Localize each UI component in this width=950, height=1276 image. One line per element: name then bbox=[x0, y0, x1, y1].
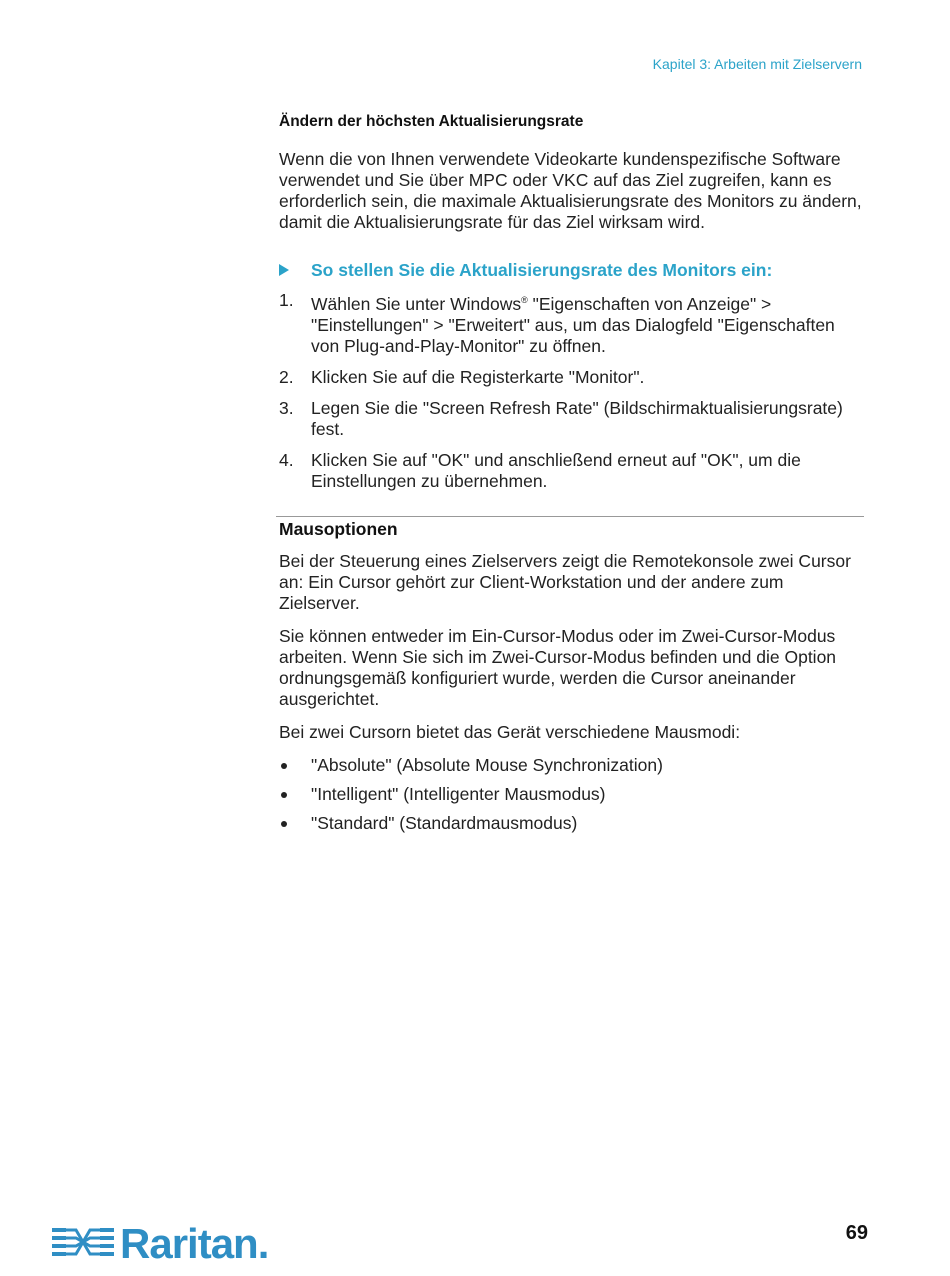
list-item-text: "Standard" (Standardmausmodus) bbox=[311, 813, 578, 833]
triangle-right-icon bbox=[279, 264, 289, 276]
list-item-text: "Absolute" (Absolute Mouse Synchronization) bbox=[311, 755, 663, 775]
refresh-rate-intro: Wenn die von Ihnen verwendete Videokarte kundenspezifische Software verwendet und Sie über MPC oder VKC auf das Ziel zugreifen, kann es erforderlich sein, die maximale Aktualisierungsrate des Monitors zu ändern, damit die Aktualisierungsrate für das Ziel wirksam wird. bbox=[279, 149, 862, 232]
paragraph: Bei der Steuerung eines Zielservers zeigt die Remotekonsole zwei Cursor an: Ein Cursor gehört zur Client-Workstation und der andere zum Zielserver. bbox=[279, 551, 851, 613]
procedure-title: So stellen Sie die Aktualisierungsrate des Monitors ein: bbox=[311, 260, 773, 280]
step-text: Legen Sie die "Screen Refresh Rate" (Bildschirmaktualisierungsrate) fest. bbox=[311, 398, 843, 439]
step-text-cont: "Eigenschaften von Anzeige" > "Einstellungen" > "Erweitert" aus, um das Dialogfeld "Eigenschaften von Plug-and-Play-Monitor" zu öffnen. bbox=[311, 294, 835, 356]
step-item bbox=[279, 367, 864, 388]
step-number: 3. bbox=[279, 398, 294, 418]
step-text: Wählen Sie unter Windows bbox=[311, 294, 522, 314]
procedure-heading bbox=[279, 260, 864, 281]
step-text: Klicken Sie auf die Registerkarte "Monitor". bbox=[311, 367, 645, 387]
logo-wordmark: Raritan. bbox=[120, 1220, 269, 1267]
section-divider bbox=[276, 516, 864, 517]
mouse-options-body bbox=[279, 551, 864, 842]
procedure-steps bbox=[279, 290, 864, 502]
list-item bbox=[279, 813, 864, 834]
network-switch-icon bbox=[52, 1224, 114, 1264]
step-item bbox=[279, 398, 864, 440]
list-item-text: "Intelligent" (Intelligenter Mausmodus) bbox=[311, 784, 606, 804]
chapter-header: Kapitel 3: Arbeiten mit Zielservern bbox=[652, 56, 862, 72]
step-number: 4. bbox=[279, 450, 294, 470]
step-number: 1. bbox=[279, 290, 294, 310]
raritan-logo bbox=[52, 1222, 268, 1266]
registered-mark: ® bbox=[521, 295, 528, 305]
step-number: 2. bbox=[279, 367, 294, 387]
paragraph: Bei zwei Cursorn bietet das Gerät verschiedene Mausmodi: bbox=[279, 722, 741, 742]
bullet-icon bbox=[281, 792, 287, 798]
refresh-rate-heading: Ändern der höchsten Aktualisierungsrate bbox=[279, 113, 584, 130]
page-number: 69 bbox=[845, 1222, 868, 1244]
step-text: Klicken Sie auf "OK" und anschließend erneut auf "OK", um die Einstellungen zu übernehmen. bbox=[311, 450, 801, 491]
mouse-options-title: Mausoptionen bbox=[279, 519, 398, 539]
list-item bbox=[279, 784, 864, 805]
list-item bbox=[279, 755, 864, 776]
paragraph: Sie können entweder im Ein-Cursor-Modus oder im Zwei-Cursor-Modus arbeiten. Wenn Sie sich im Zwei-Cursor-Modus befinden und die Option ordnungsgemäß konfiguriert wurde, werden die Cursor aneinander ausgerichtet. bbox=[279, 626, 837, 709]
bullet-icon bbox=[281, 821, 287, 827]
mouse-mode-list bbox=[279, 755, 864, 834]
step-item bbox=[279, 450, 864, 492]
bullet-icon bbox=[281, 763, 287, 769]
step-item bbox=[279, 290, 864, 357]
